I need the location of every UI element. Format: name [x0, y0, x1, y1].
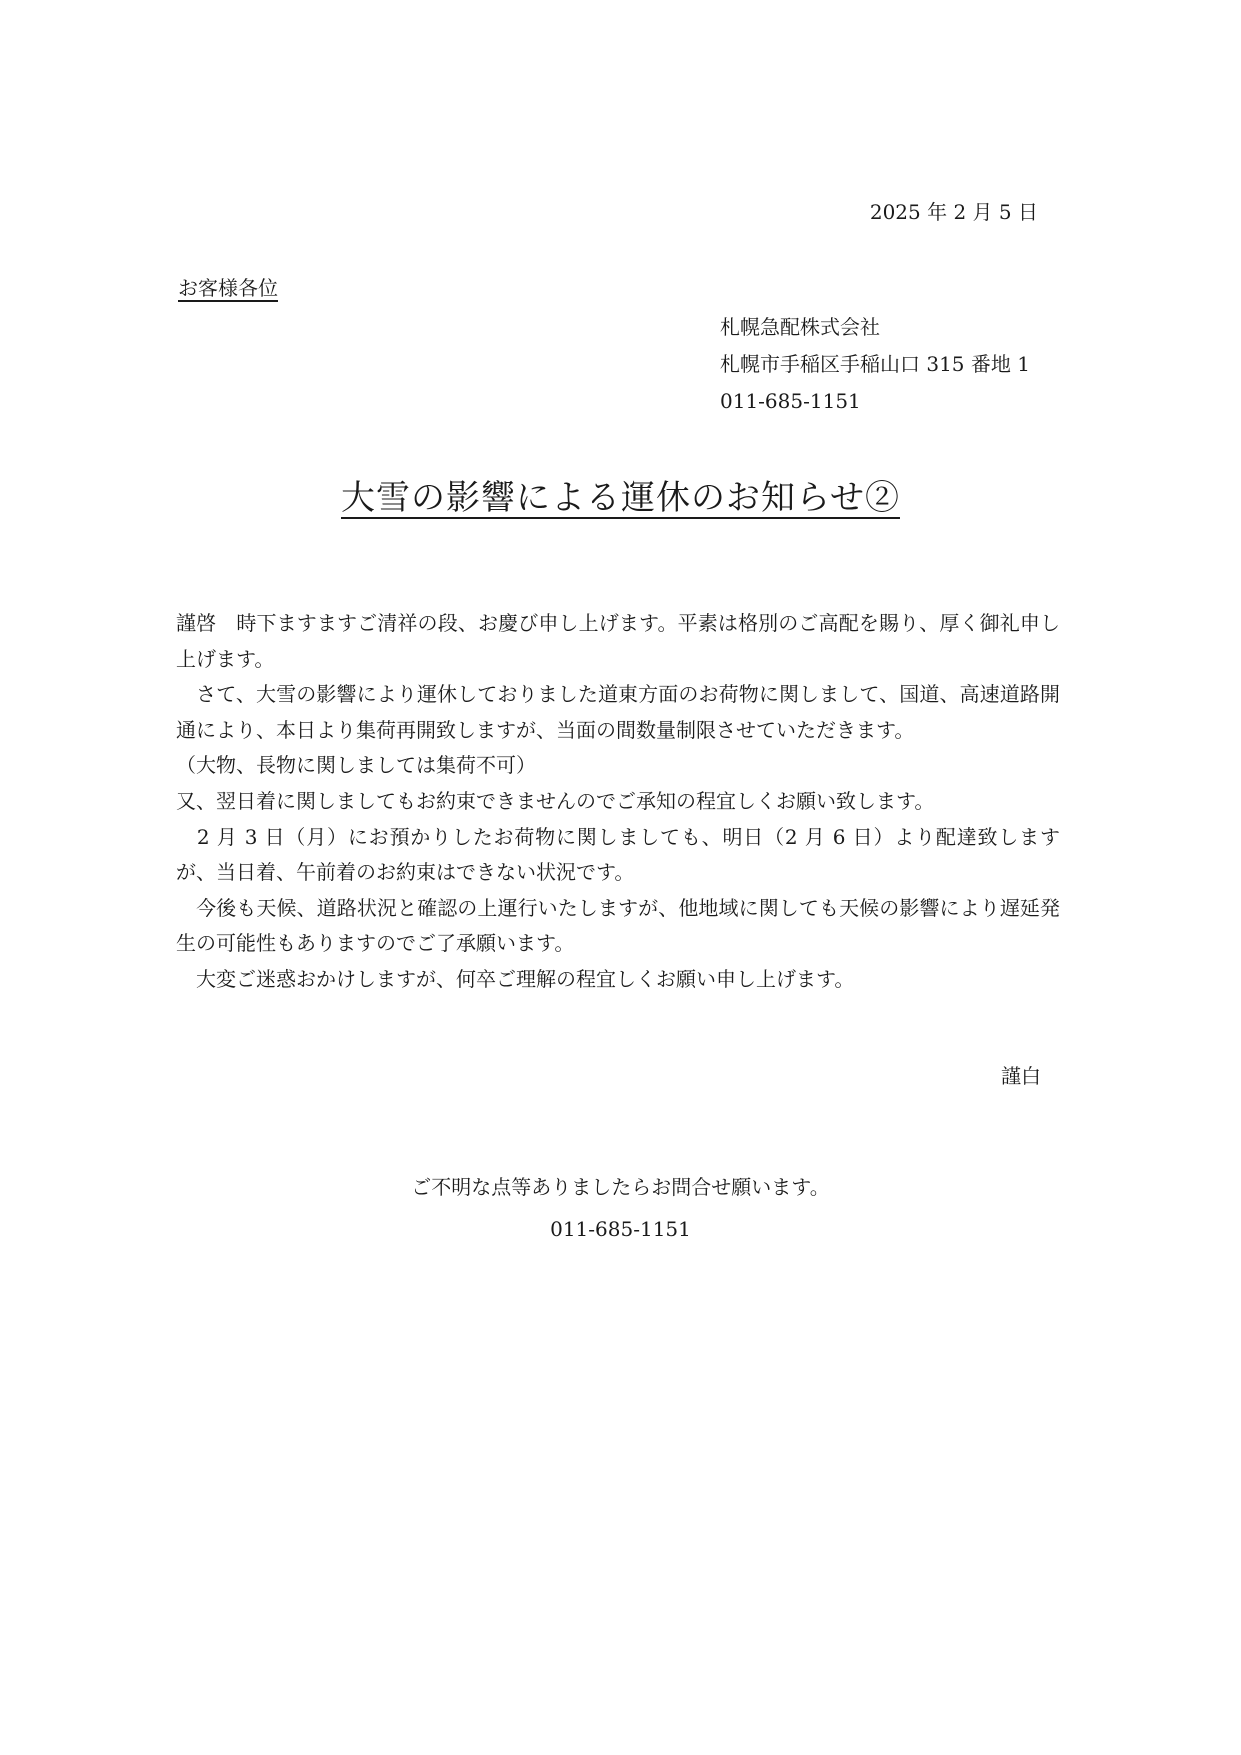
letter-date: 2025 年 2 月 5 日 — [869, 200, 1038, 224]
notice-title: 大雪の影響による運休のお知らせ② — [341, 478, 900, 518]
sender-address: 札幌市手稲区手稲山口 315 番地 1 — [720, 352, 1030, 376]
recipient-line: お客様各位 — [178, 276, 278, 300]
sender-company: 札幌急配株式会社 — [720, 315, 880, 339]
letter-body — [176, 606, 1060, 998]
paragraph-greeting: 謹啓 時下ますますご清祥の段、お慶び申し上げます。平素は格別のご高配を賜り、厚く御礼申し上げます。 — [176, 611, 1060, 671]
paragraph-next-day-delivery: 又、翌日着に関しましてもお約束できませんのでご承知の程宜しくお願い致します。 — [176, 788, 935, 813]
paragraph-exclusion-note: （大物、長物に関しましては集荷不可） — [176, 753, 536, 778]
footer-note: ご不明な点等ありましたらお問合せ願います。 — [411, 1175, 830, 1199]
footer-phone: 011-685-1151 — [550, 1217, 691, 1241]
closing-remark: 謹白 — [1001, 1064, 1041, 1088]
notice-title-wrapper — [0, 470, 1241, 519]
sender-block — [720, 309, 1030, 420]
paragraph-resumption: さて、大雪の影響により運休しておりました道東方面のお荷物に関しまして、国道、高速道路開通により、本日より集荷再開致しますが、当面の間数量制限させていただきます。 — [176, 682, 1060, 742]
sender-phone: 011-685-1151 — [720, 389, 861, 413]
paragraph-weather-delay: 今後も天候、道路状況と確認の上運行いたしますが、他地域に関しても天候の影響により遅延発生の可能性もありますのでご了承願います。 — [176, 895, 1060, 956]
paragraph-delivery-schedule: 2 月 3 日（月）にお預かりしたお荷物に関しましても、明日（2 月 6 日）より配達致しますが、当日着、午前着のお約束はできない状況です。 — [176, 824, 1060, 885]
contact-footer — [0, 1166, 1241, 1250]
paragraph-apology: 大変ご迷惑おかけしますが、何卒ご理解の程宜しくお願い申し上げます。 — [176, 966, 855, 991]
